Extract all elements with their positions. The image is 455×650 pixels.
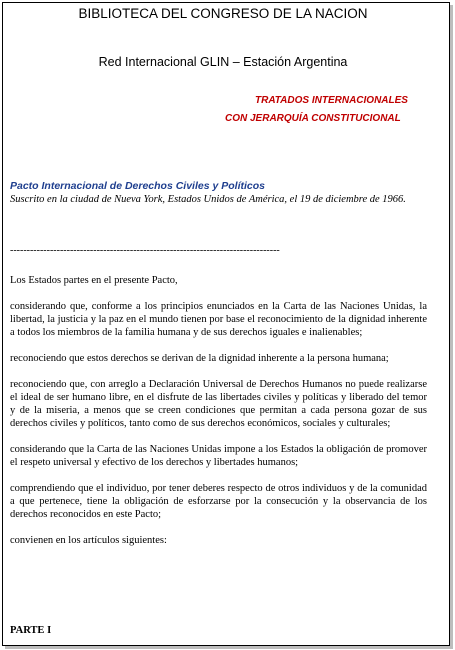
preamble-paragraph: reconociendo que, con arreglo a Declaración Universal de Derechos Humanos no puede realizarse el ideal de ser humano libre, en el disfrute de las libertades civiles y políticas y liberado del temor y de la miseria, a menos que se creen condiciones que permitan a cada persona gozar de sus derechos civiles y políticos, tanto como de sus derechos económicos, sociales y culturales; — [10, 379, 427, 429]
covenant-subscription: Suscrito en la ciudad de Nueva York, Estados Unidos de América, el 19 de diciembre de 1966. — [10, 194, 406, 205]
preamble-paragraph: considerando que la Carta de las Naciones Unidas impone a los Estados la obligación de promover el respeto universal y efectivo de los derechos y libertades humanos; — [10, 444, 427, 468]
covenant-name: Pacto Internacional de Derechos Civiles y Políticos — [10, 180, 266, 192]
preamble-paragraph: considerando que, conforme a los principios enunciados en la Carta de las Naciones Unidas, la libertad, la justicia y la paz en el mundo tienen por base el reconocimiento de la dignidad inherente a todos los miembros de la familia humana y de sus derechos iguales e inalienables; — [10, 301, 427, 338]
part-heading: PARTE I — [10, 625, 52, 636]
document-page — [2, 2, 450, 646]
preamble-paragraph: convienen en los artículos siguientes: — [10, 535, 167, 546]
section-title-line-2: CON JERARQUÍA CONSTITUCIONAL — [225, 113, 401, 124]
preamble-paragraph: reconociendo que estos derechos se derivan de la dignidad inherente a la persona humana; — [10, 353, 389, 364]
preamble-text — [10, 274, 427, 560]
separator-line: --------------------------------------------------------------------------------- — [10, 245, 280, 256]
preamble-paragraph: Los Estados partes en el presente Pacto, — [10, 275, 178, 286]
library-title: BIBLIOTECA DEL CONGRESO DE LA NACION — [78, 6, 368, 21]
preamble-paragraph: comprendiendo que el individuo, por tener deberes respecto de otros individuos y de la comunidad a que pertenece, tiene la obligación de esforzarse por la consecución y la observancia de los derechos reconocidos en este Pacto; — [10, 483, 427, 520]
network-title: Red Internacional GLIN – Estación Argentina — [98, 55, 348, 69]
section-title-line-1: TRATADOS INTERNACIONALES — [255, 95, 408, 106]
